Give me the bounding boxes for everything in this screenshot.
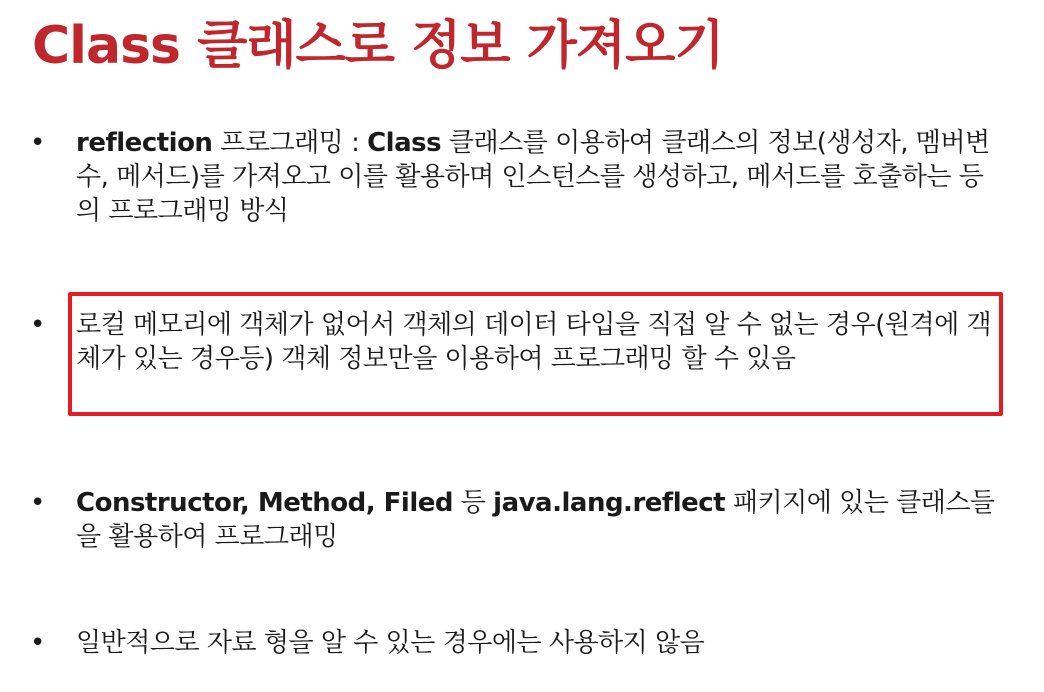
text-segment: 프로그래밍 : — [212, 128, 368, 158]
bullet-text: 일반적으로 자료 형을 알 수 있는 경우에는 사용하지 않음 — [76, 628, 705, 658]
bullet-item-reflection — [20, 126, 1005, 228]
bullet-dot: • — [30, 128, 46, 158]
bold-term: reflection — [76, 128, 213, 158]
text-segment: 클래스를 이용하여 클래스의 정보(생성자, 멤버변수, 메서드)를 가져오고 이를 활용하며 인스턴스를 생성하고, 메서드를 호출하는 등의 프로그래밍 방식 — [76, 128, 990, 226]
bullet-item-reflect-package — [20, 486, 1005, 554]
bold-term: java.lang.reflect — [493, 488, 726, 518]
bullet-text: 로컬 메모리에 객체가 없어서 객체의 데이터 타입을 직접 알 수 없는 경우(원격에 객체가 있는 경우등) 객체 정보만을 이용하여 프로그래밍 할 수 있음 — [76, 310, 992, 374]
bold-term: Class — [367, 128, 442, 158]
bullet-dot: • — [30, 310, 46, 340]
bullet-item-local-memory — [20, 308, 1005, 376]
text-segment: 등 — [453, 488, 494, 518]
bullet-text — [76, 486, 1005, 554]
bullet-dot: • — [30, 488, 46, 518]
bullet-dot: • — [30, 628, 46, 658]
bullet-text — [76, 126, 1005, 228]
bold-term: Constructor, Method, Filed — [76, 488, 453, 518]
slide-title: Class 클래스로 정보 가져오기 — [32, 16, 724, 76]
text-segment: 패키지에 있는 클래스들을 활용하여 프로그래밍 — [76, 488, 995, 552]
bullet-item-usage-note — [20, 626, 1005, 660]
